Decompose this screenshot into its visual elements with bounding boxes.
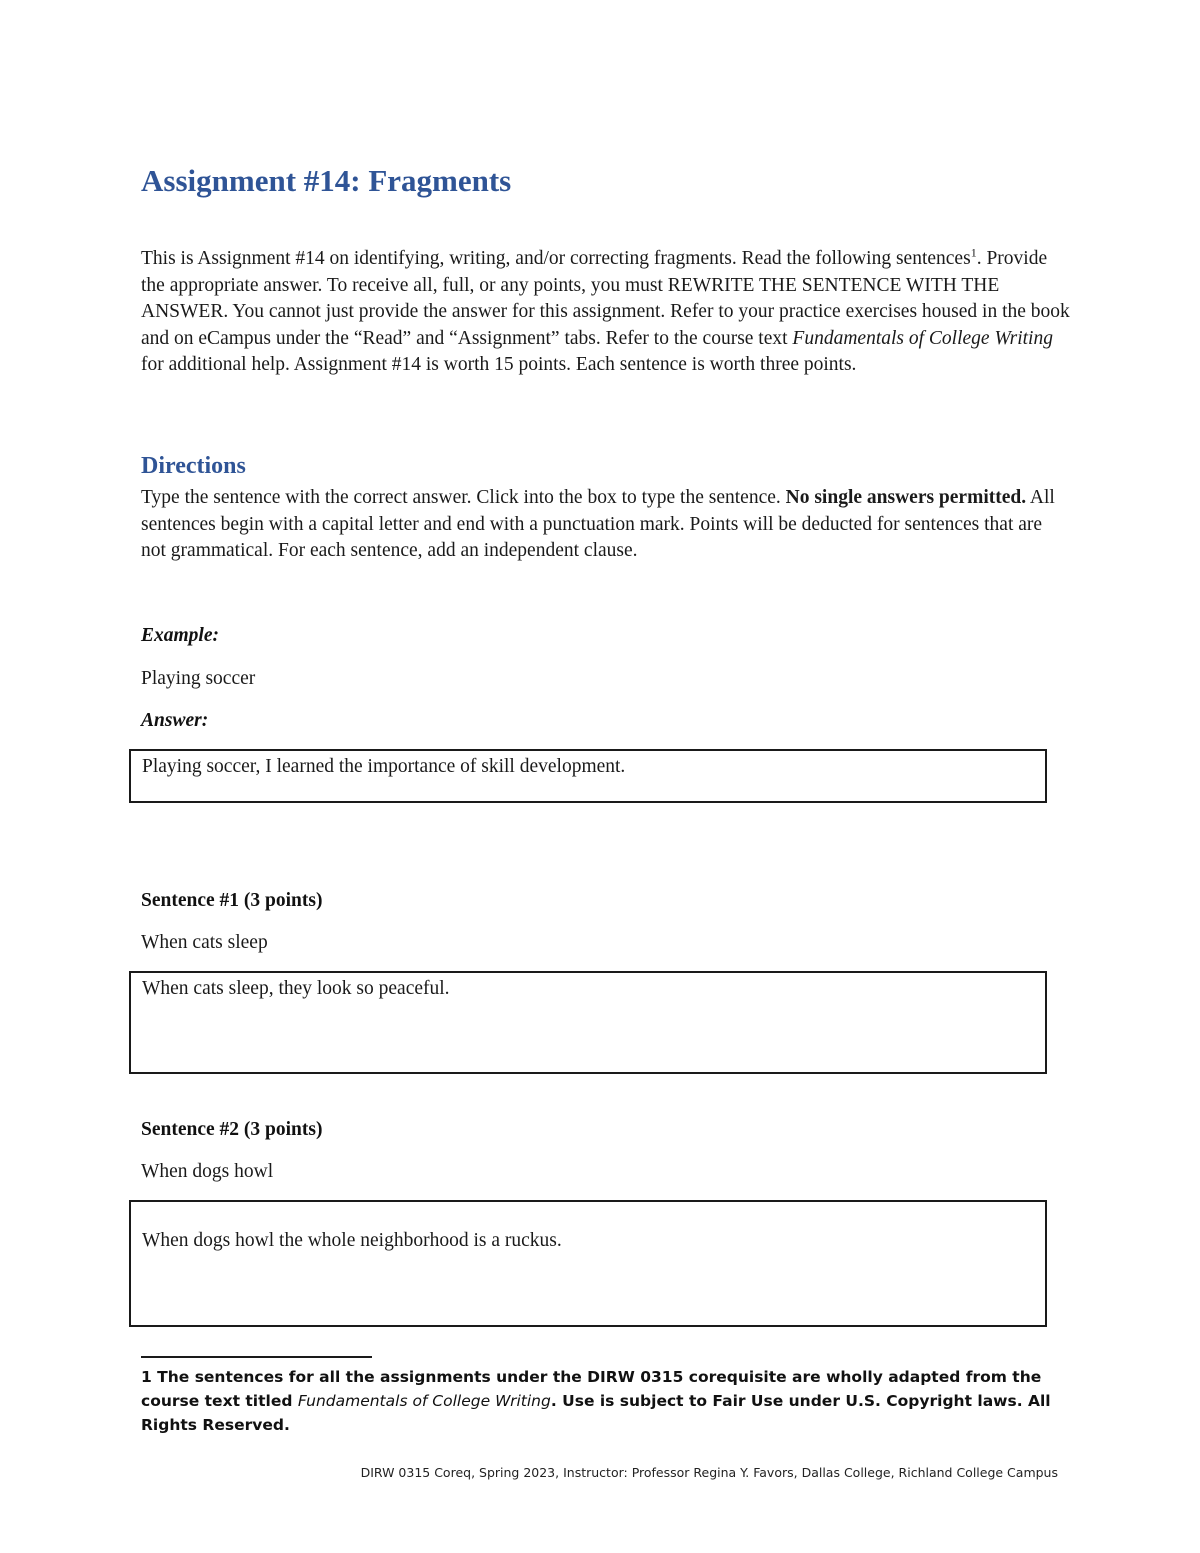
intro-paragraph (141, 246, 1071, 379)
directions-text-1: Type the sentence with the correct answer. Click into the box to type the sentence. (141, 487, 786, 508)
page-title: Assignment #14: Fragments (141, 163, 512, 198)
sentence-2-answer-text: When dogs howl the whole neighborhood is a ruckus. (142, 1230, 562, 1251)
intro-text-3: for additional help. Assignment #14 is worth 15 points. Each sentence is worth three points. (141, 354, 857, 376)
sentence-1-label: Sentence #1 (3 points) (141, 890, 323, 911)
directions-emphasis: No single answers permitted. (785, 487, 1027, 508)
sentence-2-answer-box[interactable] (129, 1200, 1047, 1327)
footnote-text-1: 1 The sentences for all the assignments under the DIRW 0315 corequisite are wholly adapted from the course text titled (141, 1368, 1042, 1410)
directions-heading: Directions (141, 453, 246, 479)
page-footer: DIRW 0315 Coreq, Spring 2023, Instructor: Professor Regina Y. Favors, Dallas College, Richland College Campus (360, 1465, 1058, 1480)
footnote (141, 1365, 1061, 1437)
footnote-book-title: Fundamentals of College Writing (297, 1392, 551, 1410)
book-title: Fundamentals of College Writing (792, 327, 1053, 349)
intro-text-1: This is Assignment #14 on identifying, writing, and/or correcting fragments. Read the following sentences (141, 248, 971, 269)
footnote-reference[interactable]: 1 (970, 245, 977, 260)
directions-text-2: All sentences begin with a capital letter and end with a punctuation mark. Points will be deducted for sentences that are not grammatical. For each sentence, add an independent clause. (141, 487, 1055, 562)
footnote-text-2: . Use is subject to Fair Use under U.S. Copyright laws. All Rights Reserved. (141, 1392, 1051, 1434)
example-answer-box[interactable] (129, 749, 1047, 803)
sentence-1-answer-text: When cats sleep, they look so peaceful. (142, 978, 450, 999)
example-answer-label: Answer: (141, 710, 209, 731)
example-label: Example: (141, 625, 219, 646)
sentence-1-answer-box[interactable] (129, 971, 1047, 1074)
directions-paragraph (141, 485, 1071, 565)
sentence-2-prompt: When dogs howl (141, 1161, 274, 1182)
example-prompt: Playing soccer (141, 668, 256, 689)
intro-text-2: . Provide the appropriate answer. To receive all, full, or any points, you must REWRITE THE SENTENCE WITH THE ANSWER. You cannot just provide the answer for this assignment. Refer to your practice exercises housed in the book and on eCampus under the “Read” and “Assignment” tabs. Refer to the course text (141, 248, 1070, 349)
sentence-2-label: Sentence #2 (3 points) (141, 1119, 323, 1140)
sentence-1-prompt: When cats sleep (141, 932, 268, 953)
example-answer-text: Playing soccer, I learned the importance of skill development. (142, 756, 626, 777)
footnote-separator (141, 1356, 372, 1358)
